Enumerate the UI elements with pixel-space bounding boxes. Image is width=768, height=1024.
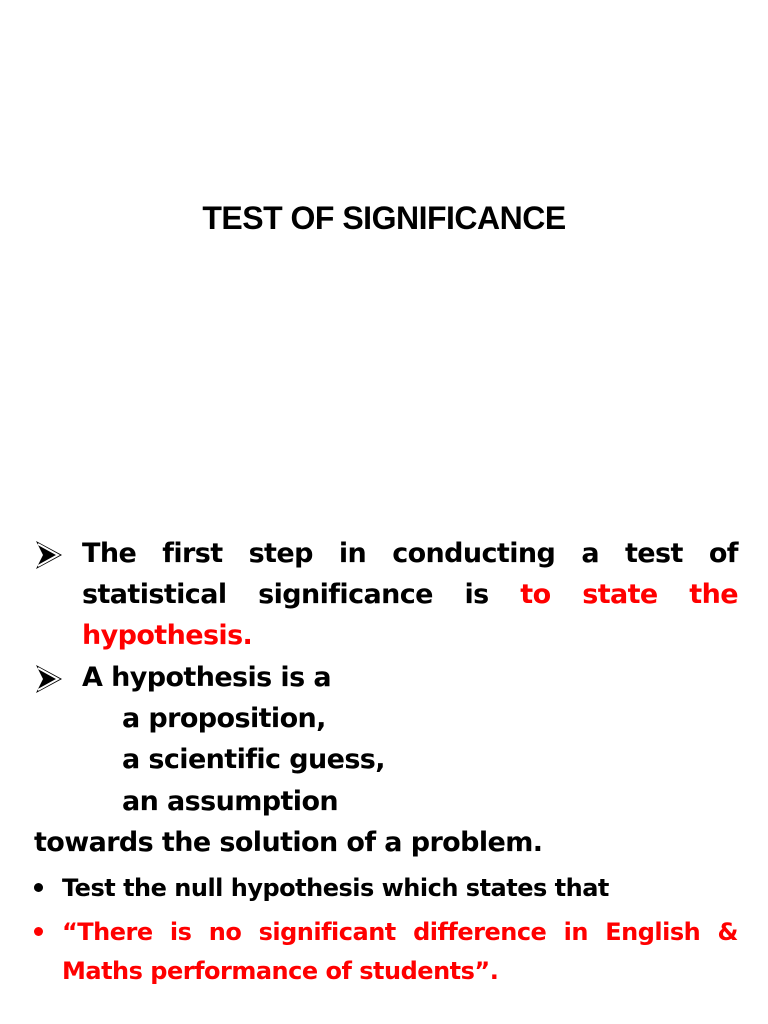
word: The bbox=[82, 538, 137, 569]
bullet2-sub1: a proposition, bbox=[122, 703, 326, 734]
dot-bullet-icon bbox=[34, 927, 43, 936]
bullet4-line2: Maths performance of students”. bbox=[62, 957, 499, 985]
bullet2-sub2: a scientific guess, bbox=[122, 744, 385, 775]
bullet2-tail: towards the solution of a problem. bbox=[34, 827, 543, 858]
arrowhead-bullet-icon bbox=[34, 662, 64, 696]
word: a bbox=[581, 538, 599, 569]
bullet2-lead: A hypothesis is a bbox=[82, 662, 331, 693]
word: significant bbox=[258, 918, 396, 946]
word: of bbox=[708, 538, 738, 569]
slide-title: TEST OF SIGNIFICANCE bbox=[202, 200, 566, 236]
word: step bbox=[248, 538, 313, 569]
word: in bbox=[338, 538, 367, 569]
word: in bbox=[563, 918, 588, 946]
word: no bbox=[208, 918, 242, 946]
word: first bbox=[162, 538, 223, 569]
word: statistical bbox=[82, 579, 227, 610]
word: difference bbox=[413, 918, 547, 946]
word: & bbox=[717, 918, 738, 946]
highlight-word: the bbox=[689, 579, 738, 610]
highlight-word: to bbox=[520, 579, 551, 610]
bullet3-text: Test the null hypothesis which states that bbox=[62, 874, 609, 902]
word: is bbox=[464, 579, 489, 610]
highlight-word: state bbox=[582, 579, 658, 610]
bullet1-line3-highlight: hypothesis. bbox=[82, 620, 253, 651]
bullet2-sub3: an assumption bbox=[122, 786, 339, 817]
dot-bullet-icon bbox=[34, 883, 43, 892]
word: “There bbox=[62, 918, 153, 946]
word: conducting bbox=[392, 538, 556, 569]
bullet1-line1 bbox=[82, 534, 738, 574]
word: English bbox=[605, 918, 701, 946]
bullet1-line2 bbox=[82, 575, 738, 615]
arrowhead-bullet-icon bbox=[34, 538, 64, 572]
word: is bbox=[169, 918, 192, 946]
bullet4-line1 bbox=[62, 913, 738, 951]
word: significance bbox=[258, 579, 433, 610]
word: test bbox=[625, 538, 683, 569]
